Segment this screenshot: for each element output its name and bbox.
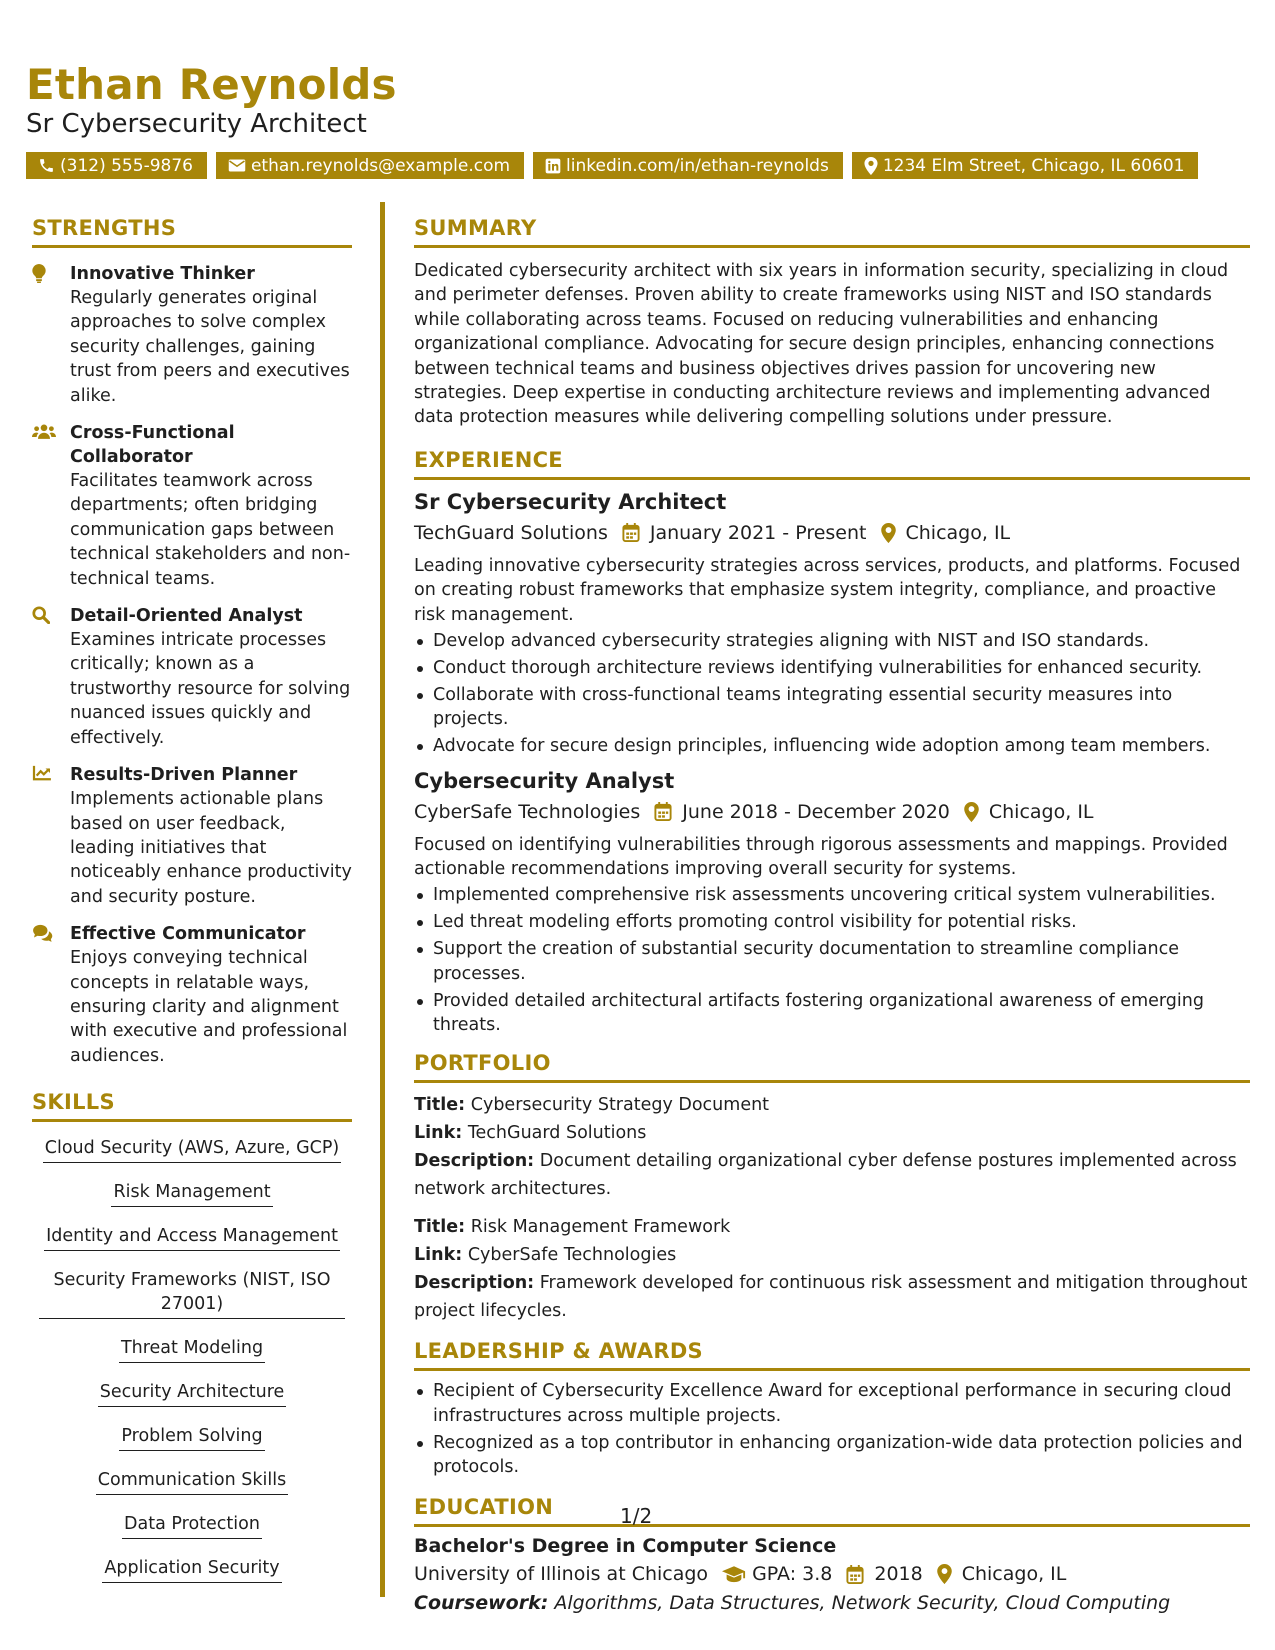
job-entry (414, 488, 1250, 759)
strength-item (32, 604, 352, 750)
portfolio-title-label: Title: (414, 1217, 466, 1238)
awards-heading: LEADERSHIP & AWARDS (414, 1339, 1250, 1371)
skill-item (32, 1224, 352, 1251)
skills-heading: SKILLS (32, 1090, 352, 1122)
job-company: TechGuard Solutions (414, 521, 608, 544)
school-location: Chicago, IL (961, 1563, 1067, 1586)
skill-label: Threat Modeling (119, 1336, 265, 1363)
column-divider (380, 202, 385, 1597)
strength-desc: Regularly generates original approaches to solve complex security challenges, gaining trust from peers and executives alike. (70, 288, 350, 406)
map-pin-icon (864, 157, 878, 175)
coursework-list: Algorithms, Data Structures, Network Security, Cloud Computing (554, 1592, 1171, 1615)
job-dates: January 2021 - Present (649, 521, 867, 544)
skill-item (32, 1180, 352, 1207)
education-heading: EDUCATION (414, 1495, 1250, 1527)
skill-item (32, 1512, 352, 1539)
graduation-cap-icon (722, 1566, 746, 1583)
graduation-year: 2018 (874, 1563, 923, 1586)
map-pin-icon (937, 1564, 952, 1584)
portfolio-desc-label: Description: (414, 1273, 535, 1294)
skill-label: Security Frameworks (NIST, ISO 27001) (39, 1268, 345, 1319)
contact-phone-text: (312) 555-9876 (60, 155, 193, 176)
job-bullet: Collaborate with cross-functional teams integrating essential security measures into projects. (414, 683, 1250, 732)
calendar-icon (622, 523, 640, 542)
strength-title: Detail-Oriented Analyst (70, 606, 303, 627)
skill-item (32, 1136, 352, 1163)
portfolio-title-label: Title: (414, 1095, 466, 1116)
coursework (414, 1590, 1250, 1616)
job-title: Sr Cybersecurity Architect (414, 489, 727, 514)
phone-icon (38, 157, 55, 174)
job-bullets (414, 629, 1250, 759)
contact-bar (26, 152, 1198, 179)
strength-item (32, 262, 352, 408)
summary-text: Dedicated cybersecurity architect with six years in information security, specializing in cloud and perimeter defenses. Proven ability to create frameworks using NIST and ISO standards while collaborating across teams. Focused on reducing vulnerabilities and enhancing organizational compliance. Advocating for secure design principles, enhancing connections between technical teams and business objectives drives passion for uncovering new strategies. Deep expertise in conducting architecture reviews and implementing advanced data protection measures while delivering compelling solutions under pressure. (414, 261, 1229, 428)
job-bullet: Develop advanced cybersecurity strategies aligning with NIST and ISO standards. (414, 629, 1250, 653)
job-entry (414, 767, 1250, 1038)
skill-label: Application Security (102, 1556, 281, 1583)
skill-item (32, 1380, 352, 1407)
strength-title: Cross-Functional Collaborator (70, 423, 235, 468)
job-bullet: Provided detailed architectural artifacts fostering organizational awareness of emerging threats. (414, 989, 1250, 1038)
job-location: Chicago, IL (905, 521, 1011, 544)
job-bullet: Implemented comprehensive risk assessments uncovering critical system vulnerabilities. (414, 883, 1250, 907)
portfolio-desc: Framework developed for continuous risk assessment and mitigation throughout project lifecycles. (414, 1273, 1248, 1322)
award-item: Recognized as a top contributor in enhancing organization-wide data protection policies and protocols. (414, 1431, 1250, 1480)
portfolio-desc: Document detailing organizational cyber defense postures implemented across network architectures. (414, 1151, 1237, 1200)
job-meta (414, 799, 1250, 825)
degree-title: Bachelor's Degree in Computer Science (414, 1535, 837, 1558)
portfolio-link-label: Link: (414, 1245, 463, 1266)
portfolio-heading: PORTFOLIO (414, 1051, 1250, 1083)
job-meta (414, 520, 1250, 546)
users-icon (32, 423, 56, 440)
strength-item (32, 763, 352, 909)
job-bullet: Led threat modeling efforts promoting control visibility for potential risks. (414, 910, 1250, 934)
contact-phone[interactable] (26, 152, 207, 179)
summary-heading: SUMMARY (414, 216, 1250, 248)
right-column (414, 216, 1250, 1616)
skill-item (32, 1424, 352, 1451)
job-bullets (414, 883, 1250, 1037)
comments-icon (32, 924, 54, 942)
job-dates: June 2018 - December 2020 (682, 800, 950, 823)
job-desc: Focused on identifying vulnerabilities through rigorous assessments and mappings. Provided actionable recommendations improving overall security for systems. (414, 834, 1228, 879)
school-name: University of Illinois at Chicago (414, 1563, 709, 1586)
skill-label: Communication Skills (96, 1468, 288, 1495)
strength-item (32, 421, 352, 591)
portfolio-desc-label: Description: (414, 1151, 535, 1172)
strengths-heading: STRENGTHS (32, 216, 352, 248)
skill-label: Identity and Access Management (44, 1224, 340, 1251)
education-meta (414, 1561, 1250, 1587)
portfolio-title: Risk Management Framework (470, 1217, 731, 1238)
calendar-icon (654, 802, 672, 821)
contact-linkedin[interactable] (533, 152, 843, 179)
job-bullet: Advocate for secure design principles, influencing wide adoption among team members. (414, 734, 1250, 758)
strength-desc: Enjoys conveying technical concepts in relatable ways, ensuring clarity and alignment with executive and professional audiences. (70, 948, 348, 1066)
skill-label: Security Architecture (98, 1380, 287, 1407)
job-location: Chicago, IL (988, 800, 1094, 823)
left-column (32, 216, 352, 1600)
strength-title: Innovative Thinker (70, 264, 255, 284)
job-desc: Leading innovative cybersecurity strategies across services, products, and platforms. Focused on creating robust frameworks that emphasize system integrity, compliance, and proactive risk management. (414, 555, 1241, 625)
job-company: CyberSafe Technologies (414, 800, 641, 823)
contact-email[interactable] (216, 152, 524, 179)
skill-label: Problem Solving (119, 1424, 264, 1451)
page-number: 1/2 (620, 1504, 653, 1528)
skill-item (32, 1468, 352, 1495)
coursework-label: Coursework: (414, 1592, 549, 1615)
skill-item (32, 1268, 352, 1319)
calendar-icon (846, 1565, 864, 1584)
portfolio-link-label: Link: (414, 1123, 463, 1144)
skills-section (32, 1090, 352, 1583)
contact-address (852, 152, 1199, 179)
contact-address-text: 1234 Elm Street, Chicago, IL 60601 (882, 155, 1185, 176)
map-pin-icon (881, 523, 896, 543)
job-bullet: Conduct thorough architecture reviews identifying vulnerabilities for enhanced security. (414, 656, 1250, 680)
skill-label: Risk Management (111, 1180, 272, 1207)
skill-item (32, 1336, 352, 1363)
portfolio-title: Cybersecurity Strategy Document (470, 1095, 770, 1116)
envelope-icon (228, 158, 246, 173)
portfolio-link[interactable]: CyberSafe Technologies (467, 1245, 677, 1266)
portfolio-item (414, 1213, 1250, 1325)
skill-label: Cloud Security (AWS, Azure, GCP) (43, 1136, 341, 1163)
gpa: GPA: 3.8 (752, 1563, 833, 1586)
contact-email-text: ethan.reynolds@example.com (250, 155, 511, 176)
skill-item (32, 1556, 352, 1583)
magnifier-icon (32, 606, 50, 624)
candidate-title: Sr Cybersecurity Architect (26, 109, 367, 139)
lightbulb-icon (32, 264, 46, 283)
linkedin-icon (545, 158, 561, 174)
skill-label: Data Protection (122, 1512, 262, 1539)
strength-item (32, 922, 352, 1068)
strength-desc: Facilitates teamwork across departments; often bridging communication gaps between technical stakeholders and non-technical teams. (70, 471, 351, 589)
map-pin-icon (964, 802, 979, 822)
candidate-name: Ethan Reynolds (26, 60, 397, 109)
awards-list (414, 1379, 1250, 1479)
award-item: Recipient of Cybersecurity Excellence Award for exceptional performance in securing cloud infrastructures across multiple projects. (414, 1379, 1250, 1428)
chart-line-icon (32, 765, 52, 781)
strength-title: Effective Communicator (70, 924, 306, 945)
strength-title: Results-Driven Planner (70, 765, 298, 786)
job-bullet: Support the creation of substantial security documentation to streamline compliance processes. (414, 937, 1250, 986)
portfolio-item (414, 1091, 1250, 1203)
contact-linkedin-text: linkedin.com/in/ethan-reynolds (566, 155, 829, 176)
strength-desc: Implements actionable plans based on user feedback, leading initiatives that noticeably enhance productivity and security posture. (70, 789, 352, 907)
portfolio-link[interactable]: TechGuard Solutions (467, 1123, 647, 1144)
experience-heading: EXPERIENCE (414, 448, 1250, 480)
job-title: Cybersecurity Analyst (414, 768, 675, 793)
strength-desc: Examines intricate processes critically; known as a trustworthy resource for solving nuanced issues quickly and effectively. (70, 630, 351, 748)
